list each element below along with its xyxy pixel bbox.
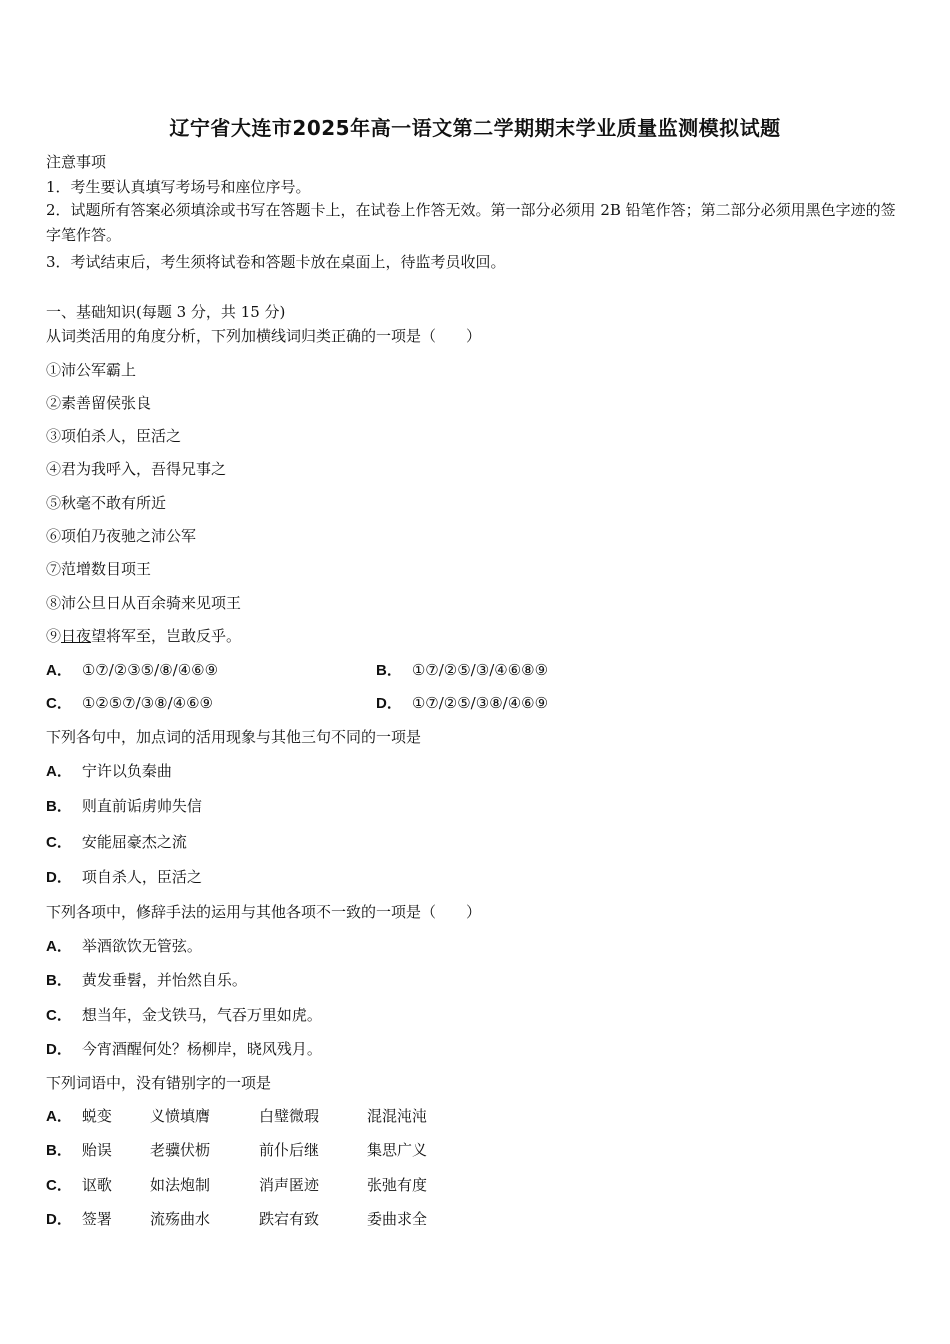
- option-text: 想当年，金戈铁马，气吞万里如虎。: [81, 1006, 322, 1024]
- q4-row-a-label: [46, 1107, 112, 1126]
- notice-item-2: 2．试题所有答案必须填涂或书写在答题卡上，在试卷上作答无效。第一部分必须用 2B 铅笔作答；第二部分必须用黑色字迹的签字笔作答。: [46, 201, 896, 244]
- q1-option-a: [46, 661, 218, 680]
- q4-word: 混混沌沌: [367, 1107, 428, 1125]
- option-label: C．: [46, 695, 72, 712]
- option-text: 今宵酒醒何处？杨柳岸，晓风残月。: [81, 1040, 322, 1058]
- option-label: A．: [46, 1108, 72, 1125]
- q4-row-b-label: [46, 1141, 112, 1160]
- q4-word: 讴歌: [81, 1176, 112, 1194]
- option-label: B．: [46, 972, 72, 989]
- q4-word: 老骥伏枥: [150, 1141, 211, 1159]
- q1-stem: 从词类活用的角度分析，下列加横线词归类正确的一项是（ ）: [46, 327, 482, 345]
- option-text: ①⑦/②⑤/③⑧/④⑥⑨: [411, 694, 549, 712]
- page-title: 辽宁省大连市2025年高一语文第二学期期末学业质量监测模拟试题: [169, 116, 781, 140]
- q4-word: 贻误: [81, 1141, 112, 1159]
- notice-heading: 注意事项: [46, 153, 107, 171]
- notice-item-1: 1．考生要认真填写考场号和座位序号。: [46, 178, 311, 196]
- option-text: 宁许以负秦曲: [81, 762, 172, 780]
- q1-option-b: [376, 661, 548, 680]
- q1-item-4: ④君为我呼入，吾得兄事之: [46, 460, 227, 478]
- q3-option-d: [46, 1040, 322, 1059]
- q1-item-3: ③项伯杀人，臣活之: [46, 427, 182, 445]
- q4-row-d-label: [46, 1210, 112, 1229]
- q4-word: 如法炮制: [150, 1176, 211, 1194]
- option-label: B．: [46, 798, 72, 815]
- option-text: 则直前诟虏帅失信: [81, 797, 202, 815]
- q1-item-6: ⑥项伯乃夜驰之沛公军: [46, 527, 197, 545]
- option-label: D．: [46, 1211, 72, 1228]
- option-label: D．: [46, 869, 72, 886]
- q2-option-c: [46, 833, 187, 852]
- q4-word: 蜕变: [81, 1107, 112, 1125]
- q2-option-a: [46, 762, 172, 781]
- q4-word: 义愤填膺: [150, 1107, 211, 1125]
- q1-item-9-underlined: 日夜: [61, 627, 92, 645]
- q1-item-5: ⑤秋毫不敢有所近: [46, 494, 167, 512]
- q2-option-b: [46, 797, 202, 816]
- q4-word: 跌宕有致: [259, 1210, 320, 1228]
- q1-item-2: ②素善留侯张良: [46, 394, 152, 412]
- option-label: C．: [46, 1007, 72, 1024]
- q4-word: 前仆后继: [259, 1141, 320, 1159]
- q4-word: 集思广义: [367, 1141, 428, 1159]
- q1-item-1: ①沛公军霸上: [46, 361, 137, 379]
- option-text: ①⑦/②⑤/③/④⑥⑧⑨: [411, 661, 549, 679]
- q4-word: 张弛有度: [367, 1176, 428, 1194]
- q1-option-d: [376, 694, 548, 713]
- option-text: ①⑦/②③⑤/⑧/④⑥⑨: [81, 661, 219, 679]
- q1-item-7: ⑦范增数目项王: [46, 560, 152, 578]
- q4-word: 流殇曲水: [150, 1210, 211, 1228]
- option-text: 黄发垂髫，并怡然自乐。: [81, 971, 247, 989]
- option-text: ①②⑤⑦/③⑧/④⑥⑨: [81, 694, 213, 712]
- option-text: 安能屈豪杰之流: [81, 833, 187, 851]
- q4-stem: 下列词语中，没有错别字的一项是: [46, 1074, 272, 1092]
- q4-word: 签署: [81, 1210, 112, 1228]
- q2-option-d: [46, 868, 202, 887]
- option-label: B．: [376, 662, 402, 679]
- q2-stem: 下列各句中，加点词的活用现象与其他三句不同的一项是: [46, 728, 422, 746]
- option-label: A．: [46, 662, 72, 679]
- option-text: 举酒欲饮无管弦。: [81, 937, 202, 955]
- option-label: A．: [46, 763, 72, 780]
- notice-item-3: 3．考试结束后，考生须将试卷和答题卡放在桌面上，待监考员收回。: [46, 253, 506, 271]
- option-text: 项自杀人，臣活之: [81, 868, 202, 886]
- option-label: C．: [46, 834, 72, 851]
- option-label: C．: [46, 1177, 72, 1194]
- q1-item-9: [46, 627, 241, 645]
- q4-word: 消声匿迹: [259, 1176, 320, 1194]
- option-label: D．: [376, 695, 402, 712]
- option-label: D．: [46, 1041, 72, 1058]
- section-heading: 一、基础知识(每题 3 分，共 15 分): [46, 303, 286, 321]
- q4-row-c-label: [46, 1176, 112, 1195]
- q1-item-9-rest: 望将军至，岂敢反乎。: [91, 627, 242, 645]
- option-label: B．: [46, 1142, 72, 1159]
- q1-item-9-prefix: ⑨: [46, 627, 62, 645]
- q4-word: 委曲求全: [367, 1210, 428, 1228]
- option-label: A．: [46, 938, 72, 955]
- q3-option-c: [46, 1006, 322, 1025]
- q3-stem: 下列各项中，修辞手法的运用与其他各项不一致的一项是（ ）: [46, 903, 482, 921]
- q4-word: 白璧微瑕: [259, 1107, 320, 1125]
- q1-item-8: ⑧沛公旦日从百余骑来见项王: [46, 594, 242, 612]
- q1-option-c: [46, 694, 213, 713]
- q3-option-a: [46, 937, 202, 956]
- q3-option-b: [46, 971, 247, 990]
